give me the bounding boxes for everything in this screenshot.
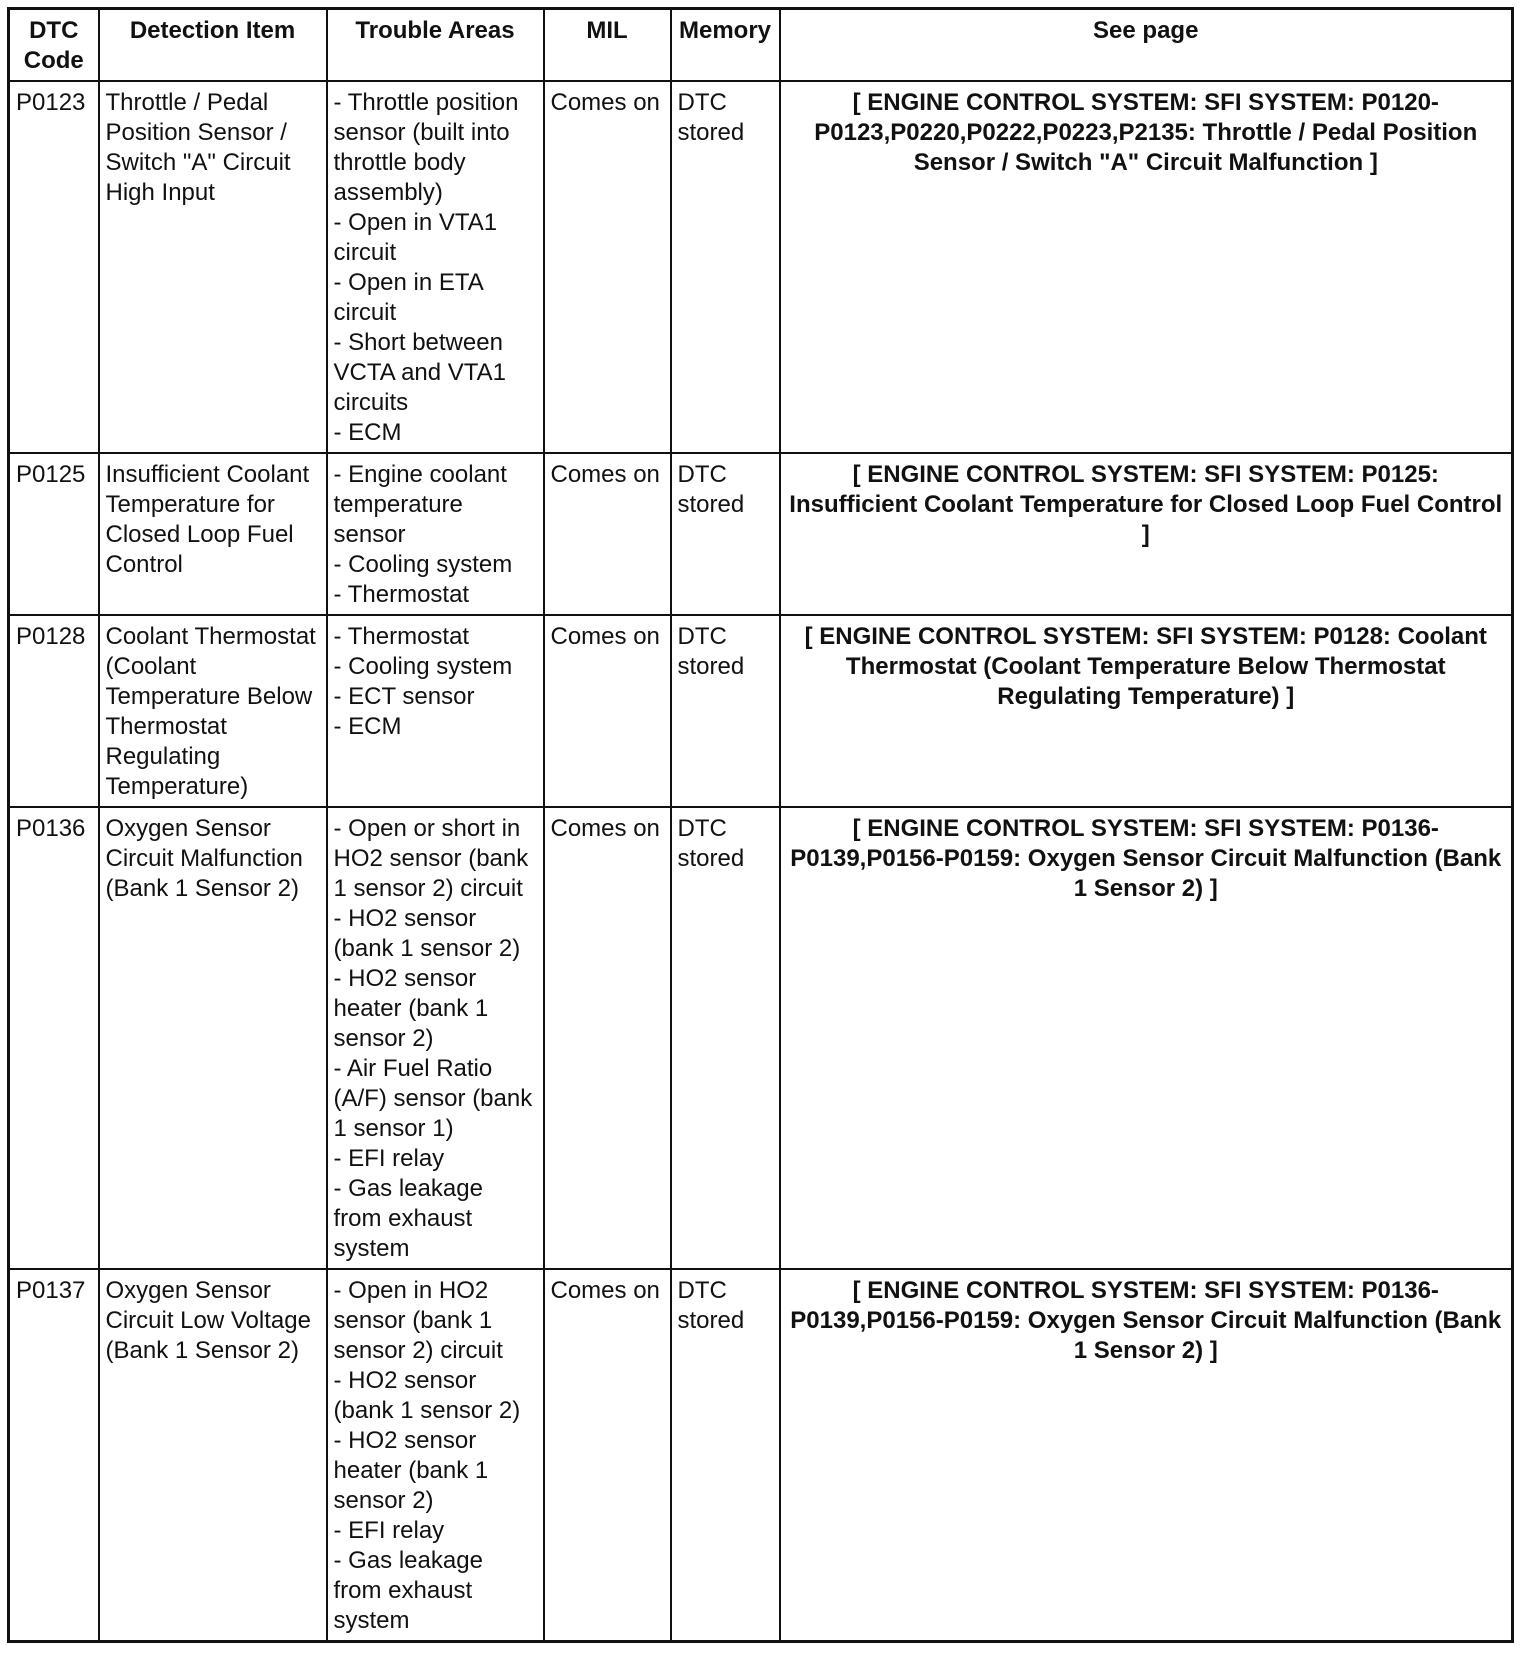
dtc-table — [7, 7, 1514, 1643]
trouble-area-item: - ECT sensor — [333, 683, 475, 710]
trouble-areas-cell — [327, 81, 544, 453]
table-row — [9, 453, 1513, 615]
mil-cell: Comes on — [544, 81, 671, 453]
memory-cell: DTC stored — [671, 1269, 780, 1642]
trouble-area-item: - ECM — [333, 713, 402, 740]
trouble-area-item: - EFI relay — [333, 1145, 445, 1172]
trouble-area-item: - Open in VTA1 circuit — [333, 209, 498, 266]
detection-item-cell: Oxygen Sensor Circuit Low Voltage (Bank 1 Sensor 2) — [99, 1269, 327, 1642]
see-page-link: [ ENGINE CONTROL SYSTEM: SFI SYSTEM: P0120-P0123,P0220,P0222,P0223,P2135: Throttle / Pedal Position Sensor / Switch "A" Circuit Malfunction ] — [780, 81, 1513, 453]
trouble-area-item: - Gas leakage from exhaust system — [333, 1547, 483, 1634]
trouble-area-item: - Open in HO2 sensor (bank 1 sensor 2) circuit — [333, 1277, 503, 1364]
trouble-area-item: - HO2 sensor heater (bank 1 sensor 2) — [333, 965, 489, 1052]
trouble-area-item: - Engine coolant temperature sensor — [333, 461, 507, 548]
detection-item-cell: Throttle / Pedal Position Sensor / Switch "A" Circuit High Input — [99, 81, 327, 453]
header-mil: MIL — [544, 9, 671, 82]
trouble-area-item: - Short between VCTA and VTA1 circuits — [333, 329, 507, 416]
trouble-area-item: - ECM — [333, 419, 402, 446]
detection-item-cell: Insufficient Coolant Temperature for Closed Loop Fuel Control — [99, 453, 327, 615]
see-page-link: [ ENGINE CONTROL SYSTEM: SFI SYSTEM: P0136-P0139,P0156-P0159: Oxygen Sensor Circuit Malfunction (Bank 1 Sensor 2) ] — [780, 1269, 1513, 1642]
mil-cell: Comes on — [544, 807, 671, 1269]
detection-item-cell: Oxygen Sensor Circuit Malfunction (Bank 1 Sensor 2) — [99, 807, 327, 1269]
table-row — [9, 1269, 1513, 1642]
table-header-row — [9, 9, 1513, 82]
trouble-area-item: - Thermostat — [333, 623, 470, 650]
trouble-area-item: - Open or short in HO2 sensor (bank 1 sensor 2) circuit — [333, 815, 529, 902]
mil-cell: Comes on — [544, 615, 671, 807]
memory-cell: DTC stored — [671, 453, 780, 615]
table-body — [9, 81, 1513, 1642]
trouble-areas-cell — [327, 453, 544, 615]
memory-cell: DTC stored — [671, 81, 780, 453]
detection-item-cell: Coolant Thermostat (Coolant Temperature Below Thermostat Regulating Temperature) — [99, 615, 327, 807]
table-row — [9, 807, 1513, 1269]
header-memory: Memory — [671, 9, 780, 82]
trouble-areas-cell — [327, 1269, 544, 1642]
dtc-code-cell: P0137 — [9, 1269, 99, 1642]
table-row — [9, 615, 1513, 807]
dtc-code-cell: P0136 — [9, 807, 99, 1269]
trouble-areas-cell — [327, 615, 544, 807]
trouble-area-item: - Air Fuel Ratio (A/F) sensor (bank 1 sensor 1) — [333, 1055, 533, 1142]
dtc-code-cell: P0123 — [9, 81, 99, 453]
header-trouble-areas: Trouble Areas — [327, 9, 544, 82]
document-page — [7, 7, 1511, 1643]
see-page-link: [ ENGINE CONTROL SYSTEM: SFI SYSTEM: P0125: Insufficient Coolant Temperature for Closed Loop Fuel Control ] — [780, 453, 1513, 615]
trouble-area-item: - EFI relay — [333, 1517, 445, 1544]
header-detection-item: Detection Item — [99, 9, 327, 82]
trouble-area-item: - Cooling system — [333, 551, 513, 578]
header-see-page: See page — [780, 9, 1513, 82]
table-row — [9, 81, 1513, 453]
dtc-code-cell: P0128 — [9, 615, 99, 807]
trouble-area-item: - Open in ETA circuit — [333, 269, 483, 326]
trouble-areas-cell — [327, 807, 544, 1269]
memory-cell: DTC stored — [671, 807, 780, 1269]
see-page-link: [ ENGINE CONTROL SYSTEM: SFI SYSTEM: P0128: Coolant Thermostat (Coolant Temperature Below Thermostat Regulating Temperature) ] — [780, 615, 1513, 807]
mil-cell: Comes on — [544, 453, 671, 615]
trouble-area-item: - HO2 sensor heater (bank 1 sensor 2) — [333, 1427, 489, 1514]
mil-cell: Comes on — [544, 1269, 671, 1642]
see-page-link: [ ENGINE CONTROL SYSTEM: SFI SYSTEM: P0136-P0139,P0156-P0159: Oxygen Sensor Circuit Malfunction (Bank 1 Sensor 2) ] — [780, 807, 1513, 1269]
memory-cell: DTC stored — [671, 615, 780, 807]
trouble-area-item: - Gas leakage from exhaust system — [333, 1175, 483, 1262]
trouble-area-item: - HO2 sensor (bank 1 sensor 2) — [333, 1367, 521, 1424]
header-dtc-code: DTC Code — [9, 9, 99, 82]
trouble-area-item: - Cooling system — [333, 653, 513, 680]
trouble-area-item: - HO2 sensor (bank 1 sensor 2) — [333, 905, 521, 962]
trouble-area-item: - Thermostat — [333, 581, 470, 608]
trouble-area-item: - Throttle position sensor (built into throttle body assembly) — [333, 89, 519, 206]
dtc-code-cell: P0125 — [9, 453, 99, 615]
